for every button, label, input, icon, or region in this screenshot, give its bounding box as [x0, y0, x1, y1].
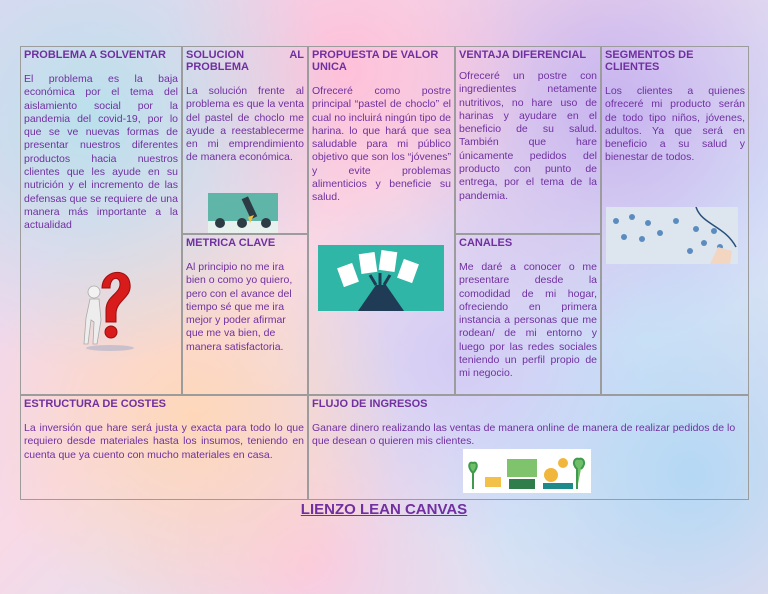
solution-title-right: AL	[289, 49, 304, 61]
value-proposition-title: PROPUESTA DE VALOR UNICA	[312, 49, 439, 73]
channels-body: Me daré a conocer o me presentare desde la comodidad de mi hogar, ofreciendo en primera instancia a personas que me rodean/ de mi entorno y luego por las redes sociales teniendo un perfil propio de mi negocio.	[459, 261, 597, 380]
solution-title-line2: PROBLEMA	[186, 61, 249, 73]
metrics-body: Al principio no me ira bien o como yo quiero, pero con el avance del tiempo sé que me ira mejor y poder afirmar que me va bien, de manera satisfactoria.	[186, 261, 293, 353]
solution-title-left: SOLUCION	[186, 49, 245, 61]
unfair-advantage-body: Ofreceré un postre con ingredientes netamente nutritivos, no hare uso de harinas y ayudare en el beneficio de su salud. También que hare únicamente pedidos del producto con punto de entrega, por el tema de la pandemia.	[459, 70, 597, 202]
cost-structure-body: La inversión que hare será justa y exacta para todo lo que requiero desde materiales hasta los insumos, teniendo en cuenta que ya cuento con mucho materiales en casa.	[24, 422, 304, 461]
canvas-title: LIENZO LEAN CANVAS	[300, 501, 468, 518]
question-mark-figure-icon	[80, 258, 140, 353]
money-growth-icon	[463, 449, 591, 493]
metrics-title: METRICA CLAVE	[186, 237, 276, 249]
metrics-cell	[182, 234, 308, 395]
unfair-advantage-title: VENTAJA DIFERENCIAL	[459, 49, 587, 61]
documents-hand-icon	[318, 245, 444, 311]
value-proposition-cell	[308, 46, 455, 395]
channels-cell	[455, 234, 601, 395]
problem-body: El problema es la baja económica por el tema del aislamiento social por la pandemia del covid-19, por lo que se ve nuevas formas de presentar nuestros diferentes productos hacia nuestros clientes que les ayude en su nutrición y el incremento de las defensas que se requiere de una manera más importante a la actualidad	[24, 73, 178, 232]
unfair-advantage-cell	[455, 46, 601, 234]
channels-title: CANALES	[459, 237, 513, 249]
customer-segments-title: SEGMENTOS DE CLIENTES	[605, 49, 694, 73]
revenue-streams-title: FLUJO DE INGRESOS	[312, 398, 428, 410]
customer-segments-body: Los clientes a quienes ofreceré mi producto serán de todo tipo niños, jóvenes, adultos. Ya que será en beneficio a su salud y bienestar de todos.	[605, 85, 745, 164]
cost-structure-title: ESTRUCTURA DE COSTES	[24, 398, 166, 410]
revenue-streams-body: Ganare dinero realizando las ventas de manera online de manera de realizar pedidos de lo que desean o quieren mis clientes.	[312, 422, 736, 448]
pen-idea-icon	[208, 193, 278, 233]
solution-body: La solución frente al problema es que la venta del pastel de choclo me ayude a reestablecerme en mi emprendimiento de manera económica.	[186, 85, 304, 164]
people-network-icon	[606, 207, 738, 264]
problem-title: PROBLEMA A SOLVENTAR	[24, 49, 166, 61]
value-proposition-body: Ofreceré como postre principal “pastel de choclo” el cual no incluirá ningún tipo de harina. lo que hará que sea saludable para mi público objetivo que son los “jóvenes” y evite problemas alimenticios y beneficie su salud.	[312, 85, 451, 204]
solution-title-line1	[186, 49, 304, 61]
cost-structure-cell	[20, 395, 308, 500]
